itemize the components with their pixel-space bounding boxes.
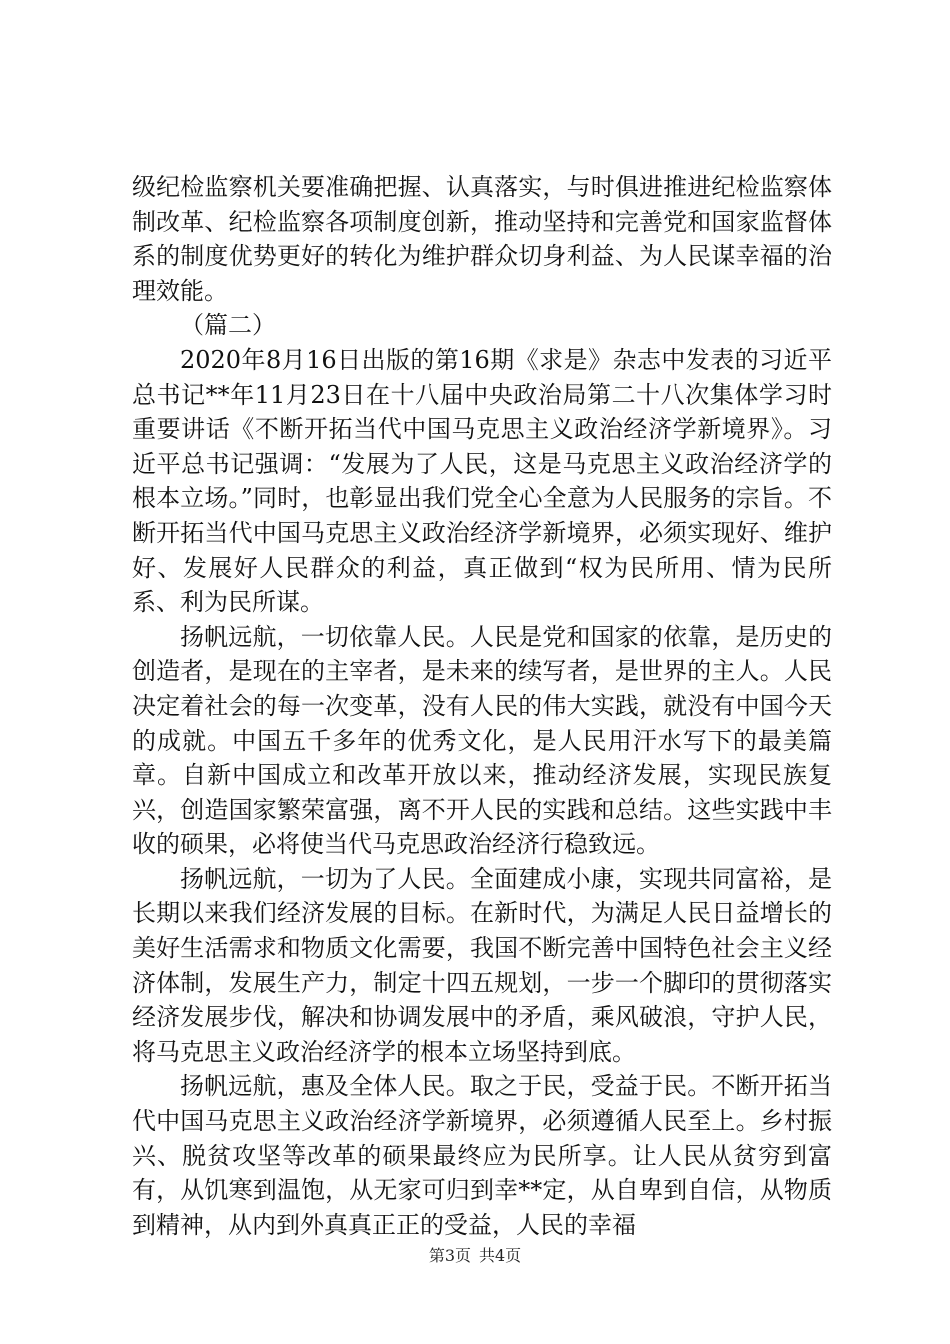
page-footer xyxy=(0,1244,950,1268)
page-number: 第3页 xyxy=(428,1246,471,1265)
paragraph-continuation: 级纪检监察机关要准确把握、认真落实，与时俱进推进纪检监察体制改革、纪检监察各项制度创新，推动坚持和完善党和国家监督体系的制度优势更好的转化为维护群众切身利益、为人民谋幸福的治理效能。 xyxy=(132,173,832,305)
page-total: 共4页 xyxy=(479,1246,522,1265)
paragraph: 扬帆远航，惠及全体人民。取之于民，受益于民。不断开拓当代中国马克思主义政治经济学新境界，必须遵循人民至上。乡村振兴、脱贫攻坚等改革的硕果最终应为民所享。让人民从贫穷到富有，从饥寒到温饱，从无家可归到幸**定，从自卑到自信，从物质到精神，从内到外真真正正的受益，人民的幸福 xyxy=(132,1072,832,1239)
section-label: （篇二） xyxy=(180,311,276,340)
paragraph: 扬帆远航，一切依靠人民。人民是党和国家的依靠，是历史的创造者，是现在的主宰者，是未来的续写者，是世界的主人。人民决定着社会的每一次变革，没有人民的伟大实践，就没有中国今天的成就。中国五千多年的优秀文化，是人民用汗水写下的最美篇章。自新中国成立和改革开放以来，推动经济发展，实现民族复兴，创造国家繁荣富强，离不开人民的实践和总结。这些实践中丰收的硕果，必将使当代马克思政治经济行稳致远。 xyxy=(132,622,832,859)
document-body xyxy=(132,170,832,1242)
paragraph: 扬帆远航，一切为了人民。全面建成小康，实现共同富裕，是长期以来我们经济发展的目标。在新时代，为满足人民日益增长的美好生活需求和物质文化需要，我国不断完善中国特色社会主义经济体制，发展生产力，制定十四五规划，一步一个脚印的贯彻落实经济发展步伐，解决和协调发展中的矛盾，乘风破浪，守护人民，将马克思主义政治经济学的根本立场坚持到底。 xyxy=(132,864,832,1066)
paragraph: 2020年8月16日出版的第16期《求是》杂志中发表的习近平总书记**年11月23日在十八届中央政治局第二十八次集体学习时重要讲话《不断开拓当代中国马克思主义政治经济学新境界》。习近平总书记强调：“发展为了人民，这是马克思主义政治经济学的根本立场。”同时，也彰显出我们党全心全意为人民服务的宗旨。不断开拓当代中国马克思主义政治经济学新境界，必须实现好、维护好、发展好人民群众的利益，真正做到“权为民所用、情为民所系、利为民所谋。 xyxy=(132,345,832,617)
